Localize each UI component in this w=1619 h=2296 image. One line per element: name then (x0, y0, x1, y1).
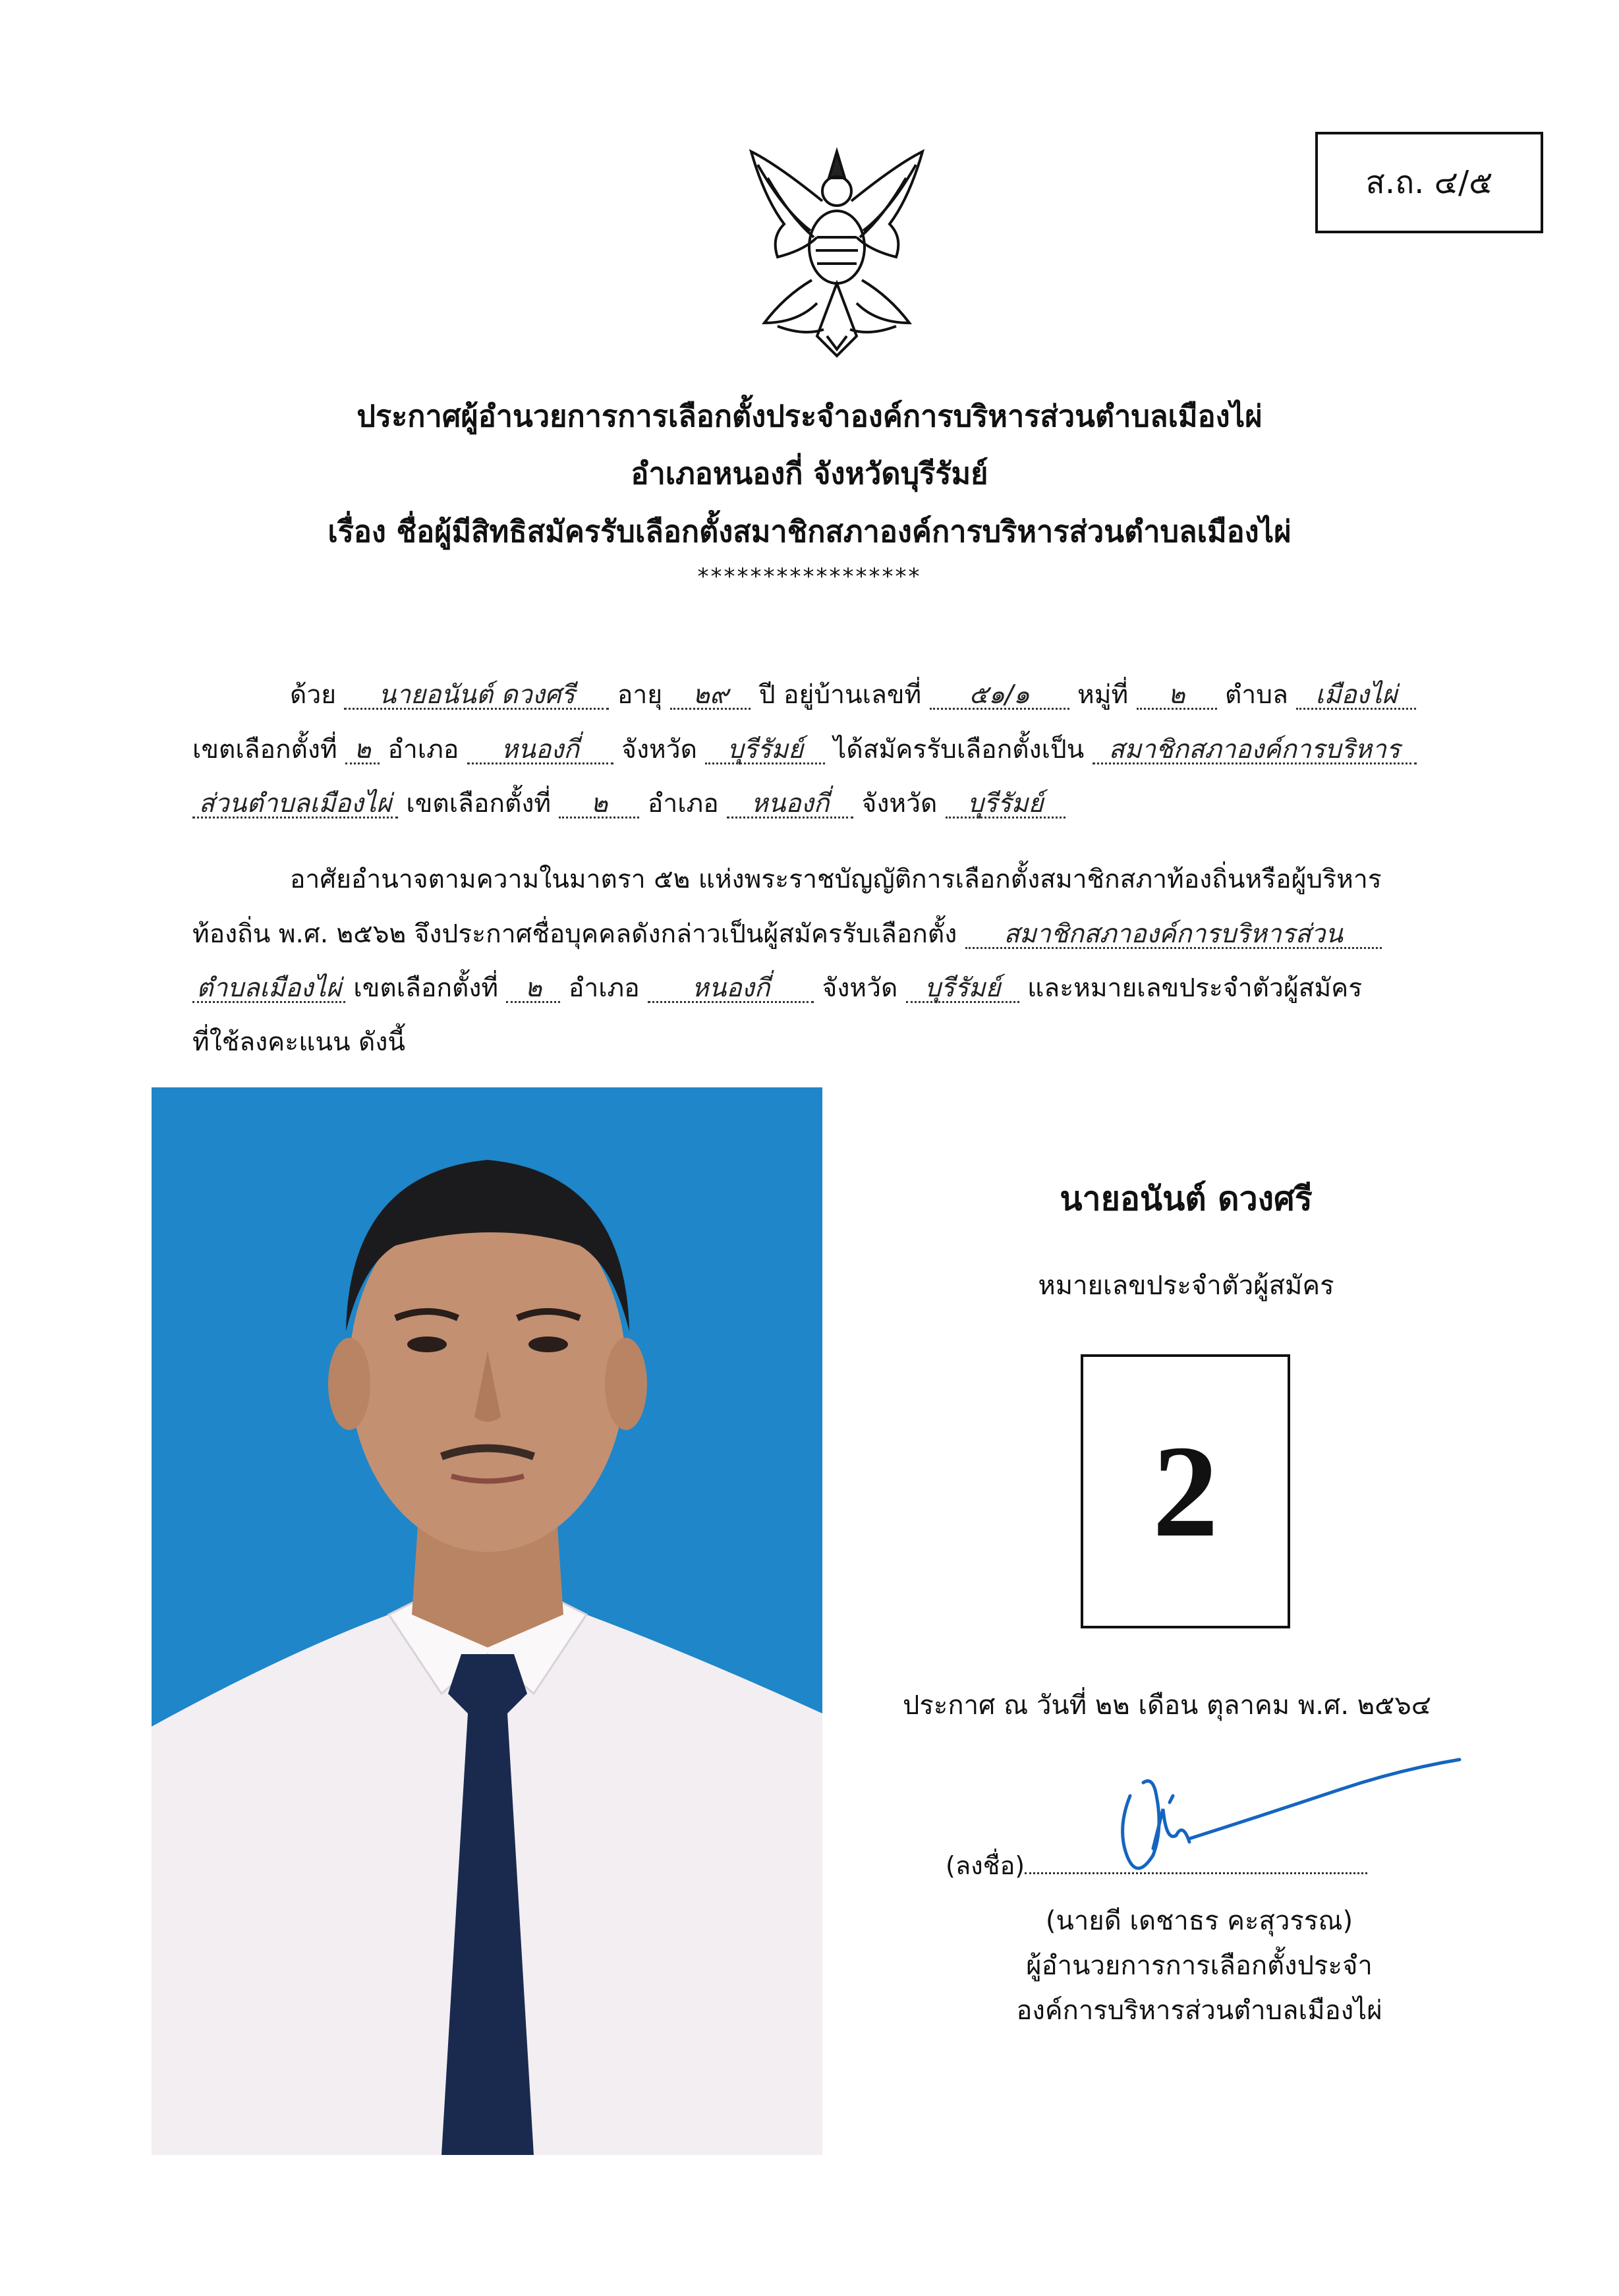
label-province-2: จังหวัด (861, 789, 938, 818)
candidate-number-box (1081, 1354, 1290, 1628)
title-line-2: อำเภอหนองกี่ จังหวัดบุรีรัมย์ (631, 456, 988, 491)
label-amphoe-2: อำเภอ (647, 789, 719, 818)
label-province-3: จังหวัด (822, 973, 898, 1003)
signature-dotted-line (1025, 1856, 1367, 1874)
candidate-name: นายอนันต์ ดวงศรี (1060, 1180, 1313, 1218)
label-amphoe: อำเภอ (387, 735, 459, 764)
label-province: จังหวัด (621, 735, 697, 764)
fill-name: นายอนันต์ ดวงศรี (344, 682, 609, 710)
fill-amphoe-2: หนองกี่ (727, 791, 853, 818)
sign-label: (ลงชื่อ) (946, 1851, 1025, 1880)
para2-line2 (192, 921, 1382, 949)
form-code-box (1315, 132, 1543, 233)
announce-year-label: พ.ศ. (1297, 1690, 1349, 1721)
fill-zone-3: ๒ (506, 975, 560, 1003)
candidate-number: 2 (1152, 1418, 1218, 1564)
signature-line (946, 1845, 1367, 1885)
title-line-3: เรื่อง ชื่อผู้มีสิทธิสมัครรับเลือกตั้งสมาชิกสภาองค์การบริหารส่วนตำบลเมืองไผ่ (327, 514, 1292, 549)
label-zone-3: เขตเลือกตั้งที่ (353, 973, 499, 1003)
fill-tambon: เมืองไผ่ (1296, 682, 1416, 710)
para1-line3 (192, 791, 1065, 818)
signer-title-2: องค์การบริหารส่วนตำบลเมืองไผ่ (1016, 1995, 1382, 2026)
garuda-emblem-icon (738, 138, 936, 366)
fill-position: สมาชิกสภาองค์การบริหาร (1093, 737, 1417, 764)
para2-line1: อาศัยอำนาจตามความในมาตรา ๕๒ แห่งพระราชบัญญัติการเลือกตั้งสมาชิกสภาท้องถิ่นหรือผู้บริหาร (290, 865, 1382, 894)
label-zone-2: เขตเลือกตั้งที่ (406, 789, 552, 818)
title-line-1: ประกาศผู้อำนวยการการเลือกตั้งประจำองค์การบริหารส่วนตำบลเมืองไผ่ (356, 399, 1263, 434)
candidate-photo (152, 1087, 822, 2155)
fill-zone-2: ๒ (559, 791, 639, 818)
label-amphoe-3: อำเภอ (568, 973, 640, 1003)
para1-line2 (192, 737, 1417, 764)
para2-text: ท้องถิ่น พ.ศ. ๒๕๖๒ จึงประกาศชื่อบุคคลดังกล่าวเป็นผู้สมัครรับเลือกตั้ง (192, 919, 957, 949)
label-age: อายุ (617, 680, 663, 710)
label-candidate-number: และหมายเลขประจำตัวผู้สมัคร (1027, 973, 1363, 1003)
label-zone: เขตเลือกตั้งที่ (192, 735, 337, 764)
announce-day: ๒๒ (1094, 1690, 1130, 1721)
fill-province-3: บุรีรัมย์ (906, 975, 1019, 1003)
fill-position-2: สมาชิกสภาองค์การบริหารส่วน (965, 921, 1382, 949)
fill-moo: ๒ (1137, 682, 1217, 710)
form-code: ส.ถ. ๔/๕ (1365, 164, 1493, 201)
announce-month: ตุลาคม (1207, 1690, 1290, 1721)
fill-position-cont: ส่วนตำบลเมืองไผ่ (192, 791, 398, 818)
fill-age: ๒๙ (670, 682, 751, 710)
fill-position-2-cont: ตำบลเมืองไผ่ (192, 975, 345, 1003)
label-tambon: ตำบล (1224, 680, 1288, 710)
fill-amphoe-3: หนองกี่ (648, 975, 814, 1003)
signer-name: (นายดี เดชาธร คะสุวรรณ) (1045, 1906, 1353, 1936)
title-stars: ***************** (697, 563, 922, 590)
para1-line1 (290, 682, 1416, 710)
announce-year: ๒๕๖๔ (1357, 1690, 1432, 1721)
label-applied: ได้สมัครรับเลือกตั้งเป็น (833, 735, 1085, 764)
portrait-illustration (152, 1087, 822, 2155)
label-moo: หมู่ที่ (1077, 680, 1129, 710)
fill-province: บุรีรัมย์ (705, 737, 825, 764)
announcement-date (903, 1684, 1431, 1726)
announce-prefix: ประกาศ ณ วันที่ (903, 1690, 1087, 1721)
label-duay: ด้วย (290, 680, 337, 710)
announce-month-label: เดือน (1138, 1690, 1199, 1721)
label-house-no: ปี อยู่บ้านเลขที่ (758, 680, 922, 710)
candidate-number-caption: หมายเลขประจำตัวผู้สมัคร (1038, 1271, 1334, 1301)
para2-line3 (192, 975, 1362, 1003)
fill-amphoe: หนองกี่ (467, 737, 613, 764)
signer-title-1: ผู้อำนวยการการเลือกตั้งประจำ (1026, 1951, 1373, 1981)
fill-province-2: บุรีรัมย์ (946, 791, 1065, 818)
para2-line4: ที่ใช้ลงคะแนน ดังนี้ (192, 1027, 406, 1057)
fill-zone: ๒ (345, 737, 380, 764)
fill-house-no: ๕๑/๑ (930, 682, 1069, 710)
